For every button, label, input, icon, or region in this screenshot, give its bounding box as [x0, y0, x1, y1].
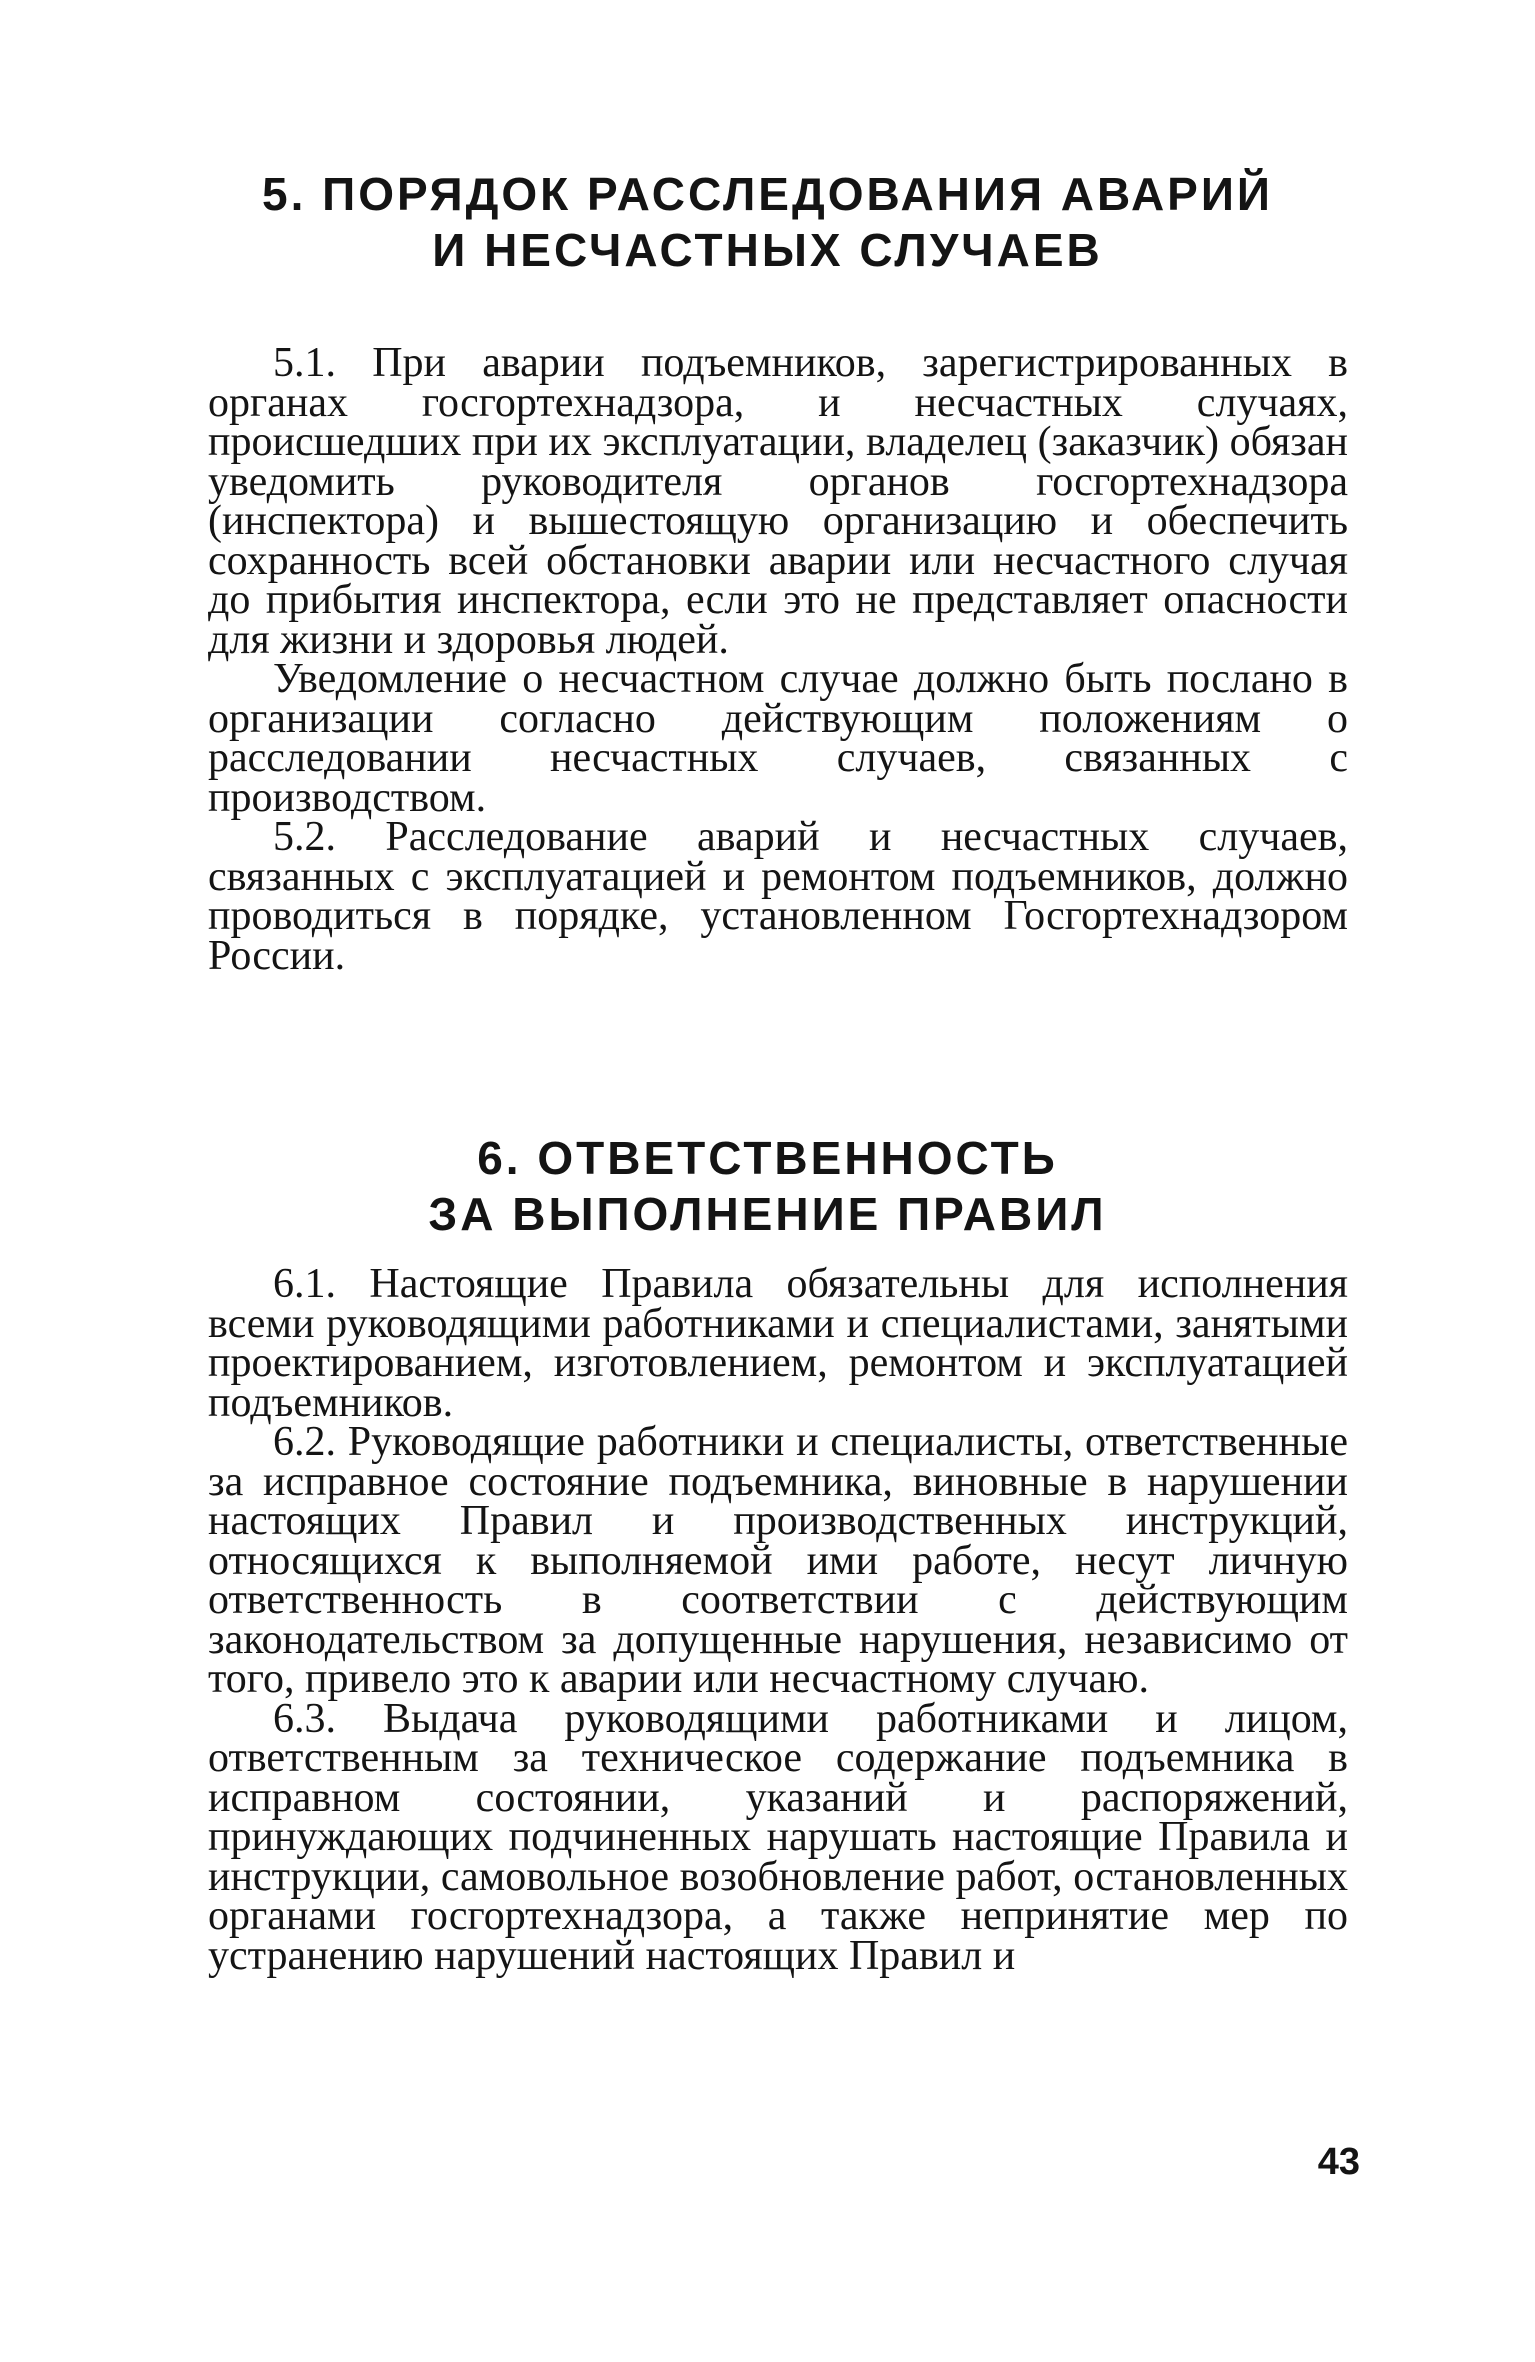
section-6-heading — [0, 1130, 1535, 1242]
section-6-body — [208, 1261, 1348, 1979]
section-6-title-line-2: ЗА ВЫПОЛНЕНИЕ ПРАВИЛ — [428, 1188, 1107, 1240]
page-number: 43 — [1317, 2141, 1360, 2183]
paragraph-5-1-notice: Уведомление о несчастном случае должно быть послано в организации согласно действующим положениям о расследовании несчастных случаев, связанных с производством. — [208, 656, 1348, 821]
section-5-heading — [0, 166, 1535, 278]
paragraph-6-2: 6.2. Руководящие работники и специалисты, ответственные за исправное состояние подъемника, виновные в нарушении настоящих Правил и производственных инструкций, относящихся к выполняемой ими работе, несут личную ответственность в соответствии с действующим законодательством за допущенные нарушения, независимо от того, привело это к аварии или несчастному случаю. — [208, 1419, 1348, 1702]
section-5-title-line-2: И НЕСЧАСТНЫХ СЛУЧАЕВ — [432, 224, 1103, 276]
section-5-body — [208, 340, 1348, 979]
paragraph-5-2: 5.2. Расследование аварий и несчастных случаев, связанных с эксплуатацией и ремонтом подъемников, должно проводиться в порядке, установленном Госгортехнадзором России. — [208, 814, 1348, 979]
section-6-title-line-1: 6. ОТВЕТСТВЕННОСТЬ — [477, 1132, 1058, 1184]
paragraph-6-3: 6.3. Выдача руководящими работниками и лицом, ответственным за техническое содержание подъемника в исправном состоянии, указаний и распоряжений, принуждающих подчиненных нарушать настоящие Правила и инструкции, самовольное возобновление работ, остановленных органами госгортехнадзора, а также непринятие мер по устранению нарушений настоящих Правил и — [208, 1695, 1348, 1979]
paragraph-6-1: 6.1. Настоящие Правила обязательны для исполнения всеми руководящими работниками и специалистами, занятыми проектированием, изготовлением, ремонтом и эксплуатацией подъемников. — [208, 1261, 1348, 1426]
section-5-title-line-1: 5. ПОРЯДОК РАССЛЕДОВАНИЯ АВАРИЙ — [262, 168, 1273, 220]
paragraph-5-1: 5.1. При аварии подъемников, зарегистрированных в органах госгортехнадзора, и несчастных случаях, происшедших при их эксплуатации, владелец (заказчик) обязан уведомить руководителя органов госгортехнадзора (инспектора) и вышестоящую организацию и обеспечить сохранность всей обстановки аварии или несчастного случая до прибытия инспектора, если это не представляет опасности для жизни и здоровья людей. — [208, 340, 1348, 663]
